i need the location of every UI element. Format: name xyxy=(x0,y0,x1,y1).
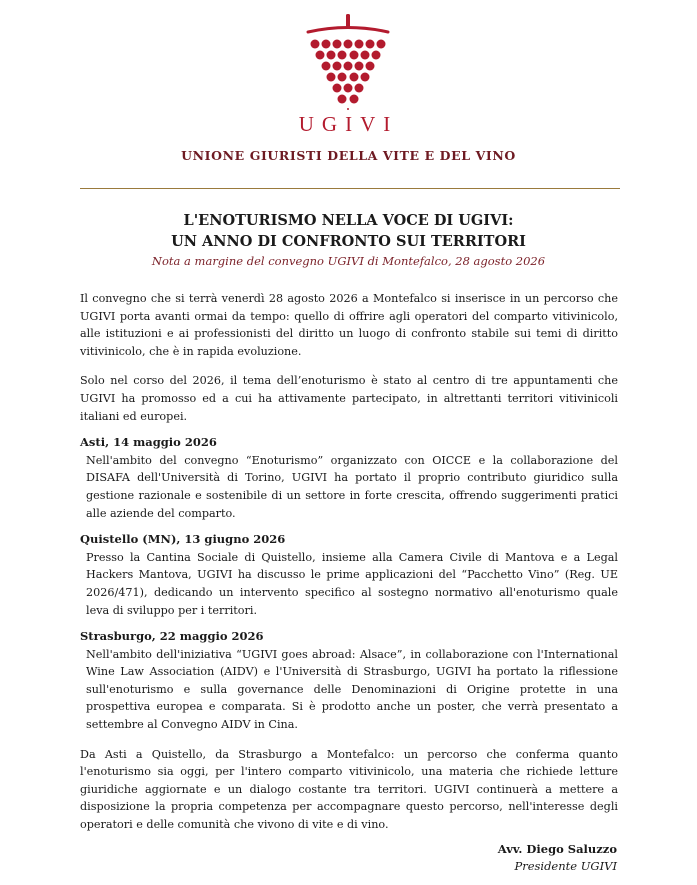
document-title xyxy=(0,210,697,252)
event-title-asti: Asti, 14 maggio 2026 xyxy=(80,435,217,450)
intro-paragraph-1: Il convegno che si terrà venerdì 28 agosto 2026 a Montefalco si inserisce in un percorso che UGIVI porta avanti ormai da tempo: quello di offrire agli operatori del comparto vitivinicolo, alle istituzioni e ai professionisti del diritto un luogo di confronto stabile sui temi di diritto vitivinicolo, che è in rapida evoluzione. xyxy=(80,292,618,358)
title-line-2: UN ANNO DI CONFRONTO SUI TERRITORI xyxy=(171,233,526,250)
title-line-1: L'ENOTURISMO NELLA VOCE DI UGIVI: xyxy=(183,212,514,229)
organization-name: UNIONE GIURISTI DELLA VITE E DEL VINO xyxy=(181,148,516,163)
event-title-quistello: Quistello (MN), 13 giugno 2026 xyxy=(80,532,286,547)
intro-paragraph-2: Solo nel corso del 2026, il tema dell’enoturismo è stato al centro di tre appuntamenti che UGIVI ha promosso ed a cui ha attivamente partecipato, in altrettanti territori vitivinicoli italiani ed europei. xyxy=(80,374,618,423)
event-text-quistello: Presso la Cantina Sociale di Quistello, insieme alla Camera Civile di Mantova e a Legal Hackers Mantova, UGIVI ha discusso le prime applicazioni del “Pacchetto Vino” (Reg. UE 2026/471), dedicando un intervento specifico al sostegno normativo all'enoturismo quale leva di sviluppo per i territori. xyxy=(86,550,618,617)
event-text-strasburgo: Nell'ambito dell'iniziativa “UGIVI goes abroad: Alsace”, in collaborazione con l'International Wine Law Association (AIDV) e l'Università di Strasburgo, UGIVI ha portato la riflessione sull'enoturismo e sulla governance delle Denominazioni di Origine protette in una prospettiva europea e comparata. Si è prodotto anche un poster, che verrà presentato a settembre al Convegno AIDV in Cina. xyxy=(86,647,618,732)
signature-role: Presidente UGIVI xyxy=(514,859,617,873)
header-divider xyxy=(80,188,620,189)
document-subtitle: Nota a margine del convegno UGIVI di Montefalco, 28 agosto 2026 xyxy=(151,254,546,268)
closing-paragraph: Da Asti a Quistello, da Strasburgo a Montefalco: un percorso che conferma quanto l'enoturismo sia oggi, per l'intero comparto vitivinicolo, una materia che richiede letture giuridiche aggiornate e un dialogo costante tra territori. UGIVI continuerà a mettere a disposizione la propria competenza per accompagnare questo percorso, nell'interesse degli operatori e delle comunità che vivono di vite e di vino. xyxy=(80,747,618,832)
event-text-asti: Nell'ambito del convegno “Enoturismo” organizzato con OICCE e la collaborazione del DISAFA dell'Università di Torino, UGIVI ha portato il proprio contributo giuridico sulla gestione razionale e sostenibile di un settore in forte crescita, offrendo suggerimenti pratici alle aziende del comparto. xyxy=(86,453,618,520)
grape-cluster-icon xyxy=(298,6,398,111)
event-title-strasburgo: Strasburgo, 22 maggio 2026 xyxy=(80,629,264,644)
signature-name: Avv. Diego Saluzzo xyxy=(497,842,617,856)
logo-wordmark: UGIVI xyxy=(298,112,399,136)
logo-block xyxy=(0,0,697,145)
signature-block xyxy=(498,841,617,875)
document-body xyxy=(80,290,618,834)
